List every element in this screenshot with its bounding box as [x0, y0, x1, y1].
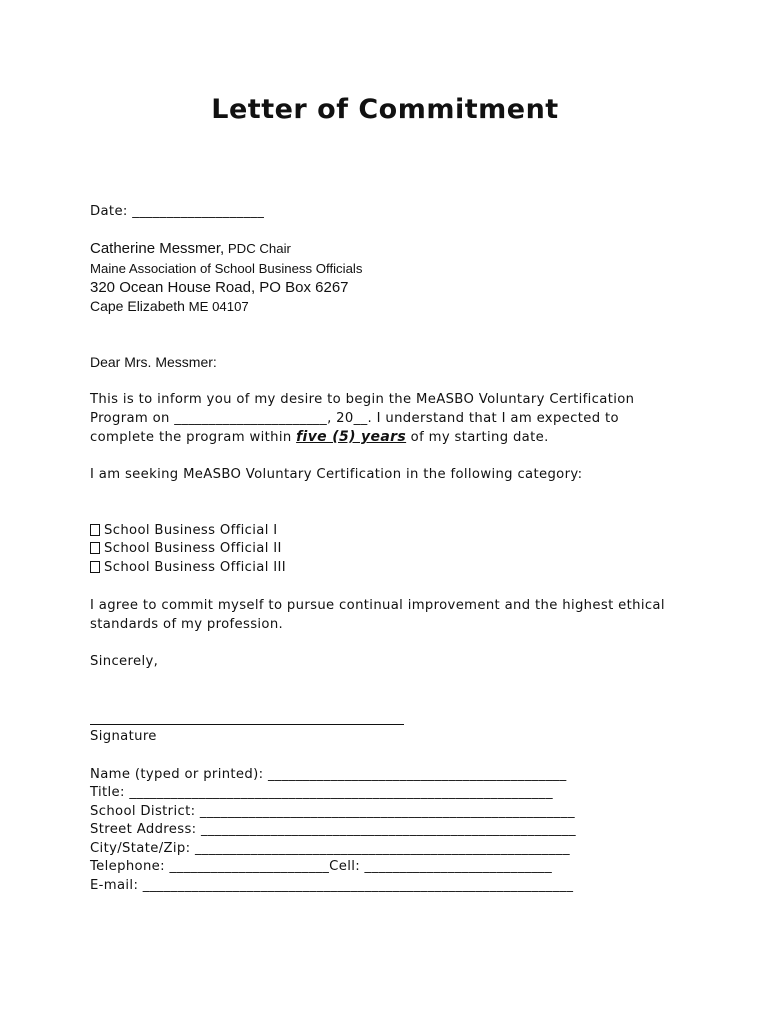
- paragraph2-line1: I agree to commit myself to pursue continual improvement and the highest ethical: [90, 598, 665, 613]
- paragraph1-line2: Program on ______________________, 20__. I understand that I am expected to: [90, 411, 619, 426]
- recipient-org: Maine Association of School Business Officials: [90, 261, 363, 276]
- recipient-name: Catherine Messmer,: [90, 240, 225, 257]
- category-intro: I am seeking MeASBO Voluntary Certification in the following category:: [90, 467, 583, 482]
- recipient-street: 320 Ocean House Road, PO Box 6267: [90, 279, 349, 296]
- paragraph2-line2: standards of my profession.: [90, 617, 284, 632]
- recipient-role: PDC Chair: [227, 241, 291, 256]
- salutation: Dear Mrs. Messmer:: [90, 354, 217, 370]
- paragraph1-line3-post: of my starting date.: [406, 430, 549, 445]
- signature-label: Signature: [90, 729, 157, 744]
- commitment-period: five (5) years: [296, 429, 407, 445]
- paragraph1-line3-pre: complete the program within: [90, 430, 297, 445]
- category-option[interactable]: [90, 541, 282, 556]
- email-field[interactable]: E-mail: ______________________________________________________________: [90, 878, 574, 893]
- category-label: School Business Official III: [104, 560, 286, 575]
- city-state-zip-field[interactable]: City/State/Zip: ______________________________________________________: [90, 841, 570, 856]
- cell-field[interactable]: Cell: ___________________________: [329, 859, 553, 874]
- signature-line[interactable]: [90, 724, 404, 725]
- recipient-city: Cape Elizabeth: [90, 298, 185, 314]
- street-address-field[interactable]: Street Address: ______________________________________________________: [90, 822, 576, 837]
- category-option[interactable]: [90, 523, 278, 538]
- recipient-city-line: [90, 298, 249, 314]
- closing: Sincerely,: [90, 654, 159, 669]
- checkbox-icon[interactable]: [90, 524, 100, 536]
- paragraph1-line3: [90, 429, 549, 445]
- date-line: Date: ___________________: [90, 204, 265, 219]
- name-field[interactable]: Name (typed or printed): ___________________________________________: [90, 767, 567, 782]
- telephone-field[interactable]: Telephone: _______________________: [90, 859, 330, 874]
- category-label: School Business Official I: [104, 523, 278, 538]
- category-option[interactable]: [90, 560, 286, 575]
- paragraph1-line1: This is to inform you of my desire to begin the MeASBO Voluntary Certification: [90, 392, 635, 407]
- recipient-state-zip: ME 04107: [188, 299, 249, 314]
- recipient-name-line: [90, 240, 291, 257]
- checkbox-icon[interactable]: [90, 542, 100, 554]
- school-district-field[interactable]: School District: ______________________________________________________: [90, 804, 575, 819]
- telephone-row: [90, 859, 552, 874]
- category-label: School Business Official II: [104, 541, 282, 556]
- checkbox-icon[interactable]: [90, 561, 100, 573]
- title-field[interactable]: Title: _____________________________________________________________: [90, 785, 553, 800]
- page-title: Letter of Commitment: [211, 94, 559, 125]
